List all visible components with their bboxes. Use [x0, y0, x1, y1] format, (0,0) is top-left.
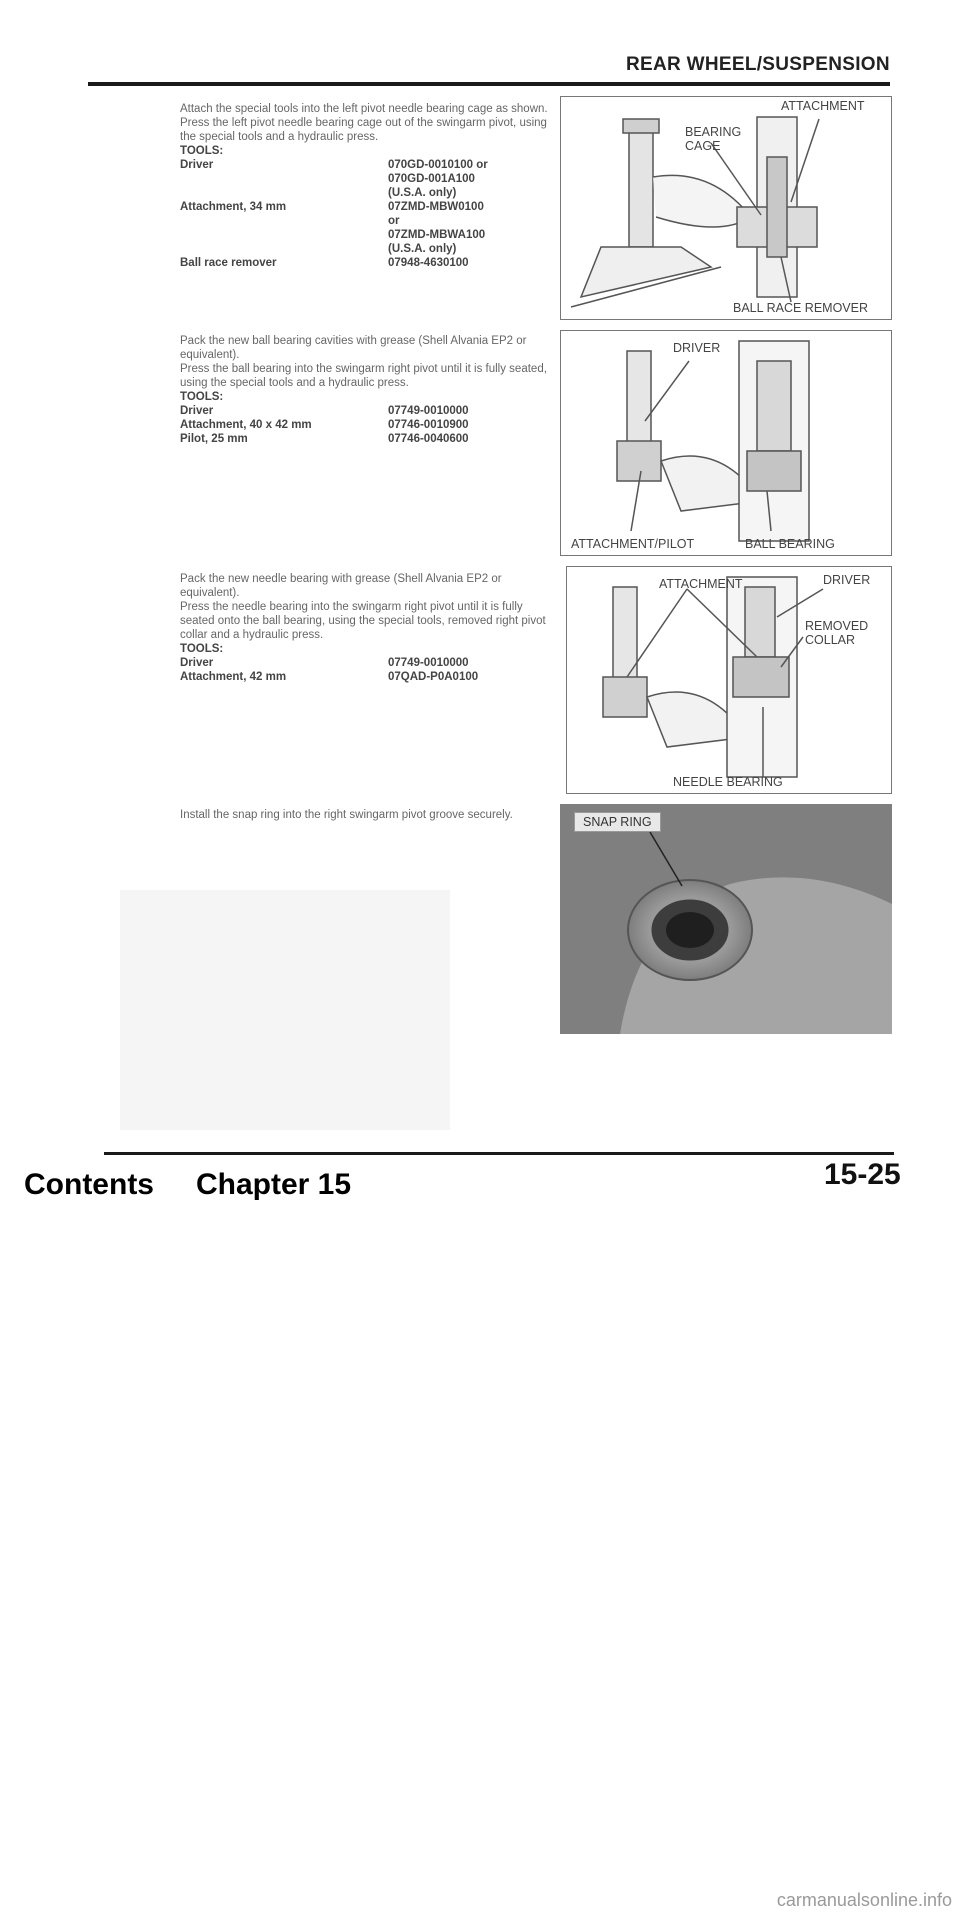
faint-background-image	[120, 890, 450, 1130]
section-1-tools-heading: TOOLS:	[180, 145, 224, 157]
tool-name: Ball race remover	[180, 257, 277, 269]
tool-name: Attachment, 40 x 42 mm	[180, 419, 312, 431]
section-2-tools-heading: TOOLS:	[180, 391, 224, 403]
tool-row	[180, 404, 558, 418]
section-2-text	[180, 334, 558, 446]
footer-rule	[104, 1152, 894, 1155]
tool-name: Attachment, 34 mm	[180, 201, 287, 213]
tool-code: 07749-0010000	[388, 657, 469, 669]
tool-row	[180, 200, 558, 256]
tool-row	[180, 158, 558, 200]
tool-row	[180, 670, 558, 684]
section-3-tools-heading: TOOLS:	[180, 643, 224, 655]
figure-label: REMOVED COLLAR	[805, 619, 869, 647]
tool-row	[180, 418, 558, 432]
tool-name: Driver	[180, 657, 214, 669]
section-4-text	[180, 808, 558, 822]
figure-label: BALL BEARING	[745, 537, 835, 551]
tool-row	[180, 432, 558, 446]
figure-label: BALL RACE REMOVER	[733, 301, 868, 315]
figure-label: DRIVER	[673, 341, 721, 355]
figure-needle-bearing-install	[566, 566, 892, 794]
tool-name: Driver	[180, 159, 214, 171]
tool-code: 07746-0010900	[388, 419, 469, 431]
tool-name: Driver	[180, 405, 214, 417]
section-3-para-2: Press the needle bearing into the swingarm right pivot until it is fully seated onto the ball bearing, using the special tools, removed right pivot collar and a hydraulic press.	[180, 601, 546, 641]
header-rule	[88, 82, 890, 86]
section-3-text	[180, 572, 558, 684]
chapter-15-link[interactable]: Chapter 15	[196, 1168, 352, 1201]
page-header-title: REAR WHEEL/SUSPENSION	[626, 54, 890, 75]
section-1-para-1: Attach the special tools into the left pivot needle bearing cage as shown.	[180, 103, 548, 115]
figure-label: NEEDLE BEARING	[673, 775, 783, 789]
tool-name: Attachment, 42 mm	[180, 671, 287, 683]
page-number: 15-25	[824, 1158, 901, 1191]
figure-label: ATTACHMENT/PILOT	[571, 537, 695, 551]
tool-code: 07ZMD-MBW0100 or 07ZMD-MBWA100 (U.S.A. only)	[388, 201, 486, 255]
tool-code: 070GD-0010100 or 070GD-001A100 (U.S.A. only)	[388, 159, 488, 199]
needle-bearing-install-illustration	[567, 567, 891, 793]
tool-code: 07746-0040600	[388, 433, 469, 445]
snap-ring-photo	[560, 804, 892, 1034]
figure-label: ATTACHMENT	[781, 99, 865, 113]
figure-ball-bearing-install	[560, 330, 892, 556]
section-2-para-2: Press the ball bearing into the swingarm right pivot until it is fully seated, using the special tools and a hydraulic press.	[180, 363, 547, 389]
figure-label: DRIVER	[823, 573, 871, 587]
figure-label: BEARING CAGE	[685, 125, 742, 153]
tool-code: 07948-4630100	[388, 257, 469, 269]
tool-name: Pilot, 25 mm	[180, 433, 248, 445]
tool-row	[180, 656, 558, 670]
section-4-para-1: Install the snap ring into the right swingarm pivot groove securely.	[180, 809, 513, 821]
contents-link[interactable]: Contents	[24, 1168, 154, 1201]
tool-code: 07QAD-P0A0100	[388, 671, 479, 683]
tool-row	[180, 256, 558, 270]
figure-label: ATTACHMENT	[659, 577, 743, 591]
snap-ring-photo-illustration	[560, 804, 892, 1034]
figure-label: SNAP RING	[574, 812, 661, 832]
figure-bearing-cage-removal	[560, 96, 892, 320]
section-2-para-1: Pack the new ball bearing cavities with grease (Shell Alvania EP2 or equivalent).	[180, 335, 527, 361]
ball-bearing-install-illustration	[561, 331, 891, 555]
section-1-para-2: Press the left pivot needle bearing cage out of the swingarm pivot, using the special tools and a hydraulic press.	[180, 117, 547, 143]
section-1-text	[180, 102, 558, 270]
watermark: carmanualsonline.info	[776, 1890, 952, 1910]
section-3-para-1: Pack the new needle bearing with grease (Shell Alvania EP2 or equivalent).	[180, 573, 502, 599]
tool-code: 07749-0010000	[388, 405, 469, 417]
